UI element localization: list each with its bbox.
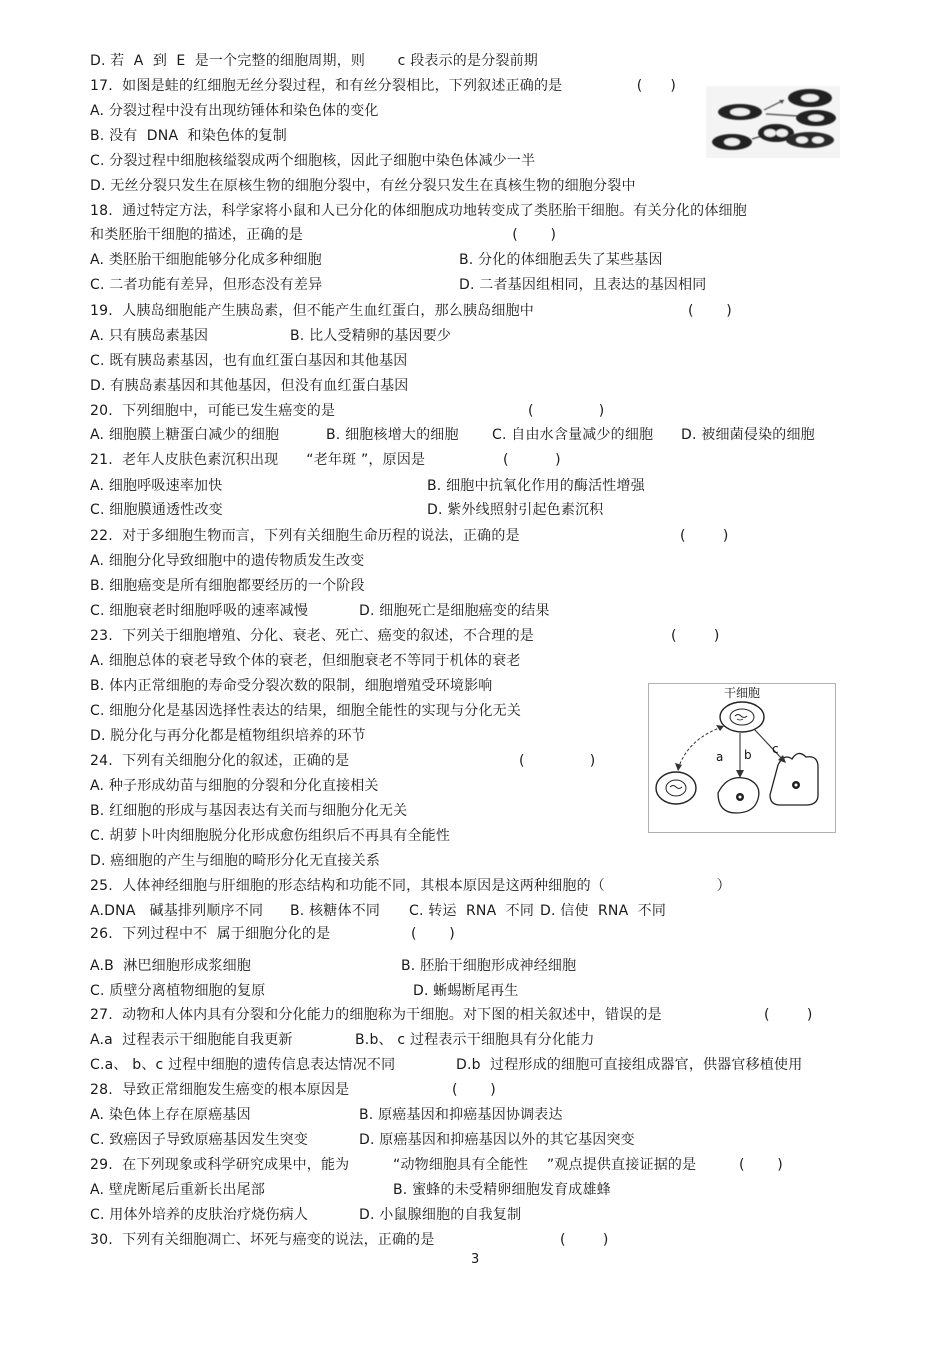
text-line: D. 蜥蜴断尾再生 bbox=[413, 983, 519, 999]
text-line: 18. 通过特定方法，科学家将小鼠和人已分化的体细胞成功地转变成了类胚胎干细胞。有关分化的体细胞 bbox=[90, 203, 747, 219]
text-line: C. 质壁分离植物细胞的复原 bbox=[90, 983, 266, 999]
text-line: B. 体内正常细胞的寿命受分裂次数的限制，细胞增殖受环境影响 bbox=[90, 678, 493, 694]
text-line: ( ) bbox=[680, 528, 729, 544]
text-line: D. 若 A 到 E 是一个完整的细胞周期，则 c 段表示的是分裂前期 bbox=[90, 53, 539, 69]
text-line: D. 被细菌侵染的细胞 bbox=[681, 427, 815, 443]
text-line: A. 类胚胎干细胞能够分化成多种细胞 bbox=[90, 252, 322, 268]
text-line: C. 胡萝卜叶肉细胞脱分化形成愈伤组织后不再具有全能性 bbox=[90, 828, 451, 844]
text-line: B. 没有 DNA 和染色体的复制 bbox=[90, 128, 287, 144]
text-line: A. 种子形成幼苗与细胞的分裂和分化直接相关 bbox=[90, 778, 379, 794]
text-line: 28. 导致正常细胞发生癌变的根本原因是 bbox=[90, 1082, 350, 1098]
text-line: ( ) bbox=[528, 403, 605, 419]
text-line: D. 癌细胞的产生与细胞的畸形分化无直接关系 bbox=[90, 853, 381, 869]
text-line: ( ) bbox=[411, 926, 455, 942]
text-line: ( ) bbox=[671, 628, 720, 644]
text-line: B. 红细胞的形成与基因表达有关而与细胞分化无关 bbox=[90, 803, 408, 819]
page-number: 3 bbox=[471, 1252, 480, 1267]
text-line: D. 脱分化与再分化都是植物组织培养的环节 bbox=[90, 728, 366, 744]
text-line: D. 紫外线照射引起色素沉积 bbox=[427, 502, 604, 518]
text-line: ( ) bbox=[688, 303, 732, 319]
text-line: 24. 下列有关细胞分化的叙述，正确的是 bbox=[90, 753, 350, 769]
text-line: C. 用体外培养的皮肤治疗烧伤病人 bbox=[90, 1207, 309, 1223]
text-line: 和类胚胎干细胞的描述，正确的是 ( ) bbox=[90, 227, 557, 243]
text-line: A. 壁虎断尾后重新长出尾部 bbox=[90, 1182, 266, 1198]
text-line: B. 分化的体细胞丢失了某些基因 bbox=[459, 252, 663, 268]
arrow-label-a: a bbox=[716, 750, 724, 764]
text-line: B. 细胞中抗氧化作用的酶活性增强 bbox=[427, 478, 645, 494]
text-line: “动物细胞具有全能性 ”观点提供直接证据的是 bbox=[393, 1157, 697, 1173]
text-line: C. 细胞膜通透性改变 bbox=[90, 502, 223, 518]
text-line: C.a、 b、c 过程中细胞的遗传信息表达情况不同 bbox=[90, 1057, 396, 1073]
text-line: A.DNA 碱基排列顺序不同 bbox=[90, 903, 264, 919]
text-line: A. 细胞膜上糖蛋白减少的细胞 bbox=[90, 427, 280, 443]
text-line: C. 细胞分化是基因选择性表达的结果，细胞全能性的实现与分化无关 bbox=[90, 703, 522, 719]
text-line: 19. 人胰岛细胞能产生胰岛素，但不能产生血红蛋白，那么胰岛细胞中 bbox=[90, 303, 534, 319]
text-line: C. 分裂过程中细胞核缢裂成两个细胞核，因此子细胞中染色体减少一半 bbox=[90, 153, 536, 169]
text-line: D. 小鼠腺细胞的自我复制 bbox=[359, 1207, 522, 1223]
text-line: ( ) bbox=[503, 452, 561, 468]
text-line: C. 转运 RNA 不同 bbox=[409, 903, 535, 919]
text-line: ( ) bbox=[739, 1157, 783, 1173]
text-line: 26. 下列过程中不 属于细胞分化的是 bbox=[90, 926, 331, 942]
text-line: 17. 如图是蛙的红细胞无丝分裂过程，和有丝分裂相比，下列叙述正确的是 ( ) bbox=[90, 78, 676, 94]
figure-amitosis bbox=[706, 86, 840, 158]
text-line: 23. 下列关于细胞增殖、分化、衰老、死亡、癌变的叙述，不合理的是 bbox=[90, 628, 534, 644]
text-line: A.a 过程表示干细胞能自我更新 bbox=[90, 1032, 293, 1048]
text-line: ( ) bbox=[452, 1082, 496, 1098]
text-line: D. 二者基因组相同，且表达的基因相同 bbox=[459, 277, 707, 293]
text-line: 25. 人体神经细胞与肝细胞的形态结构和功能不同，其根本原因是这两种细胞的（ ） bbox=[90, 878, 731, 894]
text-line: D. 信使 RNA 不同 bbox=[540, 903, 667, 919]
text-line: A. 染色体上存在原癌基因 bbox=[90, 1107, 251, 1123]
stem-cell-svg bbox=[648, 683, 836, 833]
text-line: A. 细胞总体的衰老导致个体的衰老，但细胞衰老不等同于机体的衰老 bbox=[90, 653, 521, 669]
text-line: C. 致癌因子导致原癌基因发生突变 bbox=[90, 1132, 309, 1148]
text-line: B. 胚胎干细胞形成神经细胞 bbox=[401, 958, 577, 974]
text-line: B. 细胞核增大的细胞 bbox=[326, 427, 459, 443]
text-line: B. 蜜蜂的未受精卵细胞发育成雄蜂 bbox=[393, 1182, 611, 1198]
text-line: B. 核糖体不同 bbox=[290, 903, 381, 919]
arrow-label-b: b bbox=[744, 748, 752, 762]
text-line: C. 细胞衰老时细胞呼吸的速率减慢 bbox=[90, 603, 309, 619]
figure-stem-cell bbox=[648, 683, 836, 833]
text-line: 30. 下列有关细胞凋亡、坏死与癌变的说法，正确的是 bbox=[90, 1232, 435, 1248]
text-line: B. 细胞癌变是所有细胞都要经历的一个阶段 bbox=[90, 578, 365, 594]
arrow-label-c: c bbox=[772, 742, 779, 756]
text-line: ( ) bbox=[560, 1232, 609, 1248]
text-line: D. 细胞死亡是细胞癌变的结果 bbox=[359, 603, 550, 619]
text-line: A. 分裂过程中没有出现纺锤体和染色体的变化 bbox=[90, 103, 379, 119]
text-line: 27. 动物和人体内具有分裂和分化能力的细胞称为干细胞。对下图的相关叙述中，错误的是 bbox=[90, 1007, 662, 1023]
text-line: 29. 在下列现象或科学研究成果中，能为 bbox=[90, 1157, 350, 1173]
text-line: D. 有胰岛素基因和其他基因，但没有血红蛋白基因 bbox=[90, 378, 409, 394]
stem-cell-title: 干细胞 bbox=[723, 686, 761, 700]
text-line: A.B 淋巴细胞形成浆细胞 bbox=[90, 958, 252, 974]
text-line: C. 自由水含量减少的细胞 bbox=[492, 427, 654, 443]
text-line: 21. 老年人皮肤色素沉积出现 “老年斑 ”，原因是 bbox=[90, 452, 426, 468]
text-line: B.b、 c 过程表示干细胞具有分化能力 bbox=[355, 1032, 595, 1048]
text-line: D. 原癌基因和抑癌基因以外的其它基因突变 bbox=[359, 1132, 635, 1148]
text-line: B. 原癌基因和抑癌基因协调表达 bbox=[359, 1107, 563, 1123]
text-line: B. 比人受精卵的基因要少 bbox=[290, 328, 452, 344]
text-line: A. 细胞呼吸速率加快 bbox=[90, 478, 223, 494]
text-line: A. 只有胰岛素基因 bbox=[90, 328, 209, 344]
text-line: ( ) bbox=[519, 753, 596, 769]
text-line: D.b 过程形成的细胞可直接组成器官，供器官移植使用 bbox=[456, 1057, 803, 1073]
amitosis-svg bbox=[706, 86, 840, 158]
text-line: C. 二者功能有差异，但形态没有差异 bbox=[90, 277, 323, 293]
text-line: A. 细胞分化导致细胞中的遗传物质发生改变 bbox=[90, 553, 365, 569]
text-line: 20. 下列细胞中，可能已发生癌变的是 bbox=[90, 403, 336, 419]
text-line: D. 无丝分裂只发生在原核生物的细胞分裂中，有丝分裂只发生在真核生物的细胞分裂中 bbox=[90, 178, 636, 194]
text-line: ( ) bbox=[764, 1007, 813, 1023]
text-line: 22. 对于多细胞生物而言，下列有关细胞生命历程的说法，正确的是 bbox=[90, 528, 520, 544]
text-line: C. 既有胰岛素基因，也有血红蛋白基因和其他基因 bbox=[90, 353, 408, 369]
